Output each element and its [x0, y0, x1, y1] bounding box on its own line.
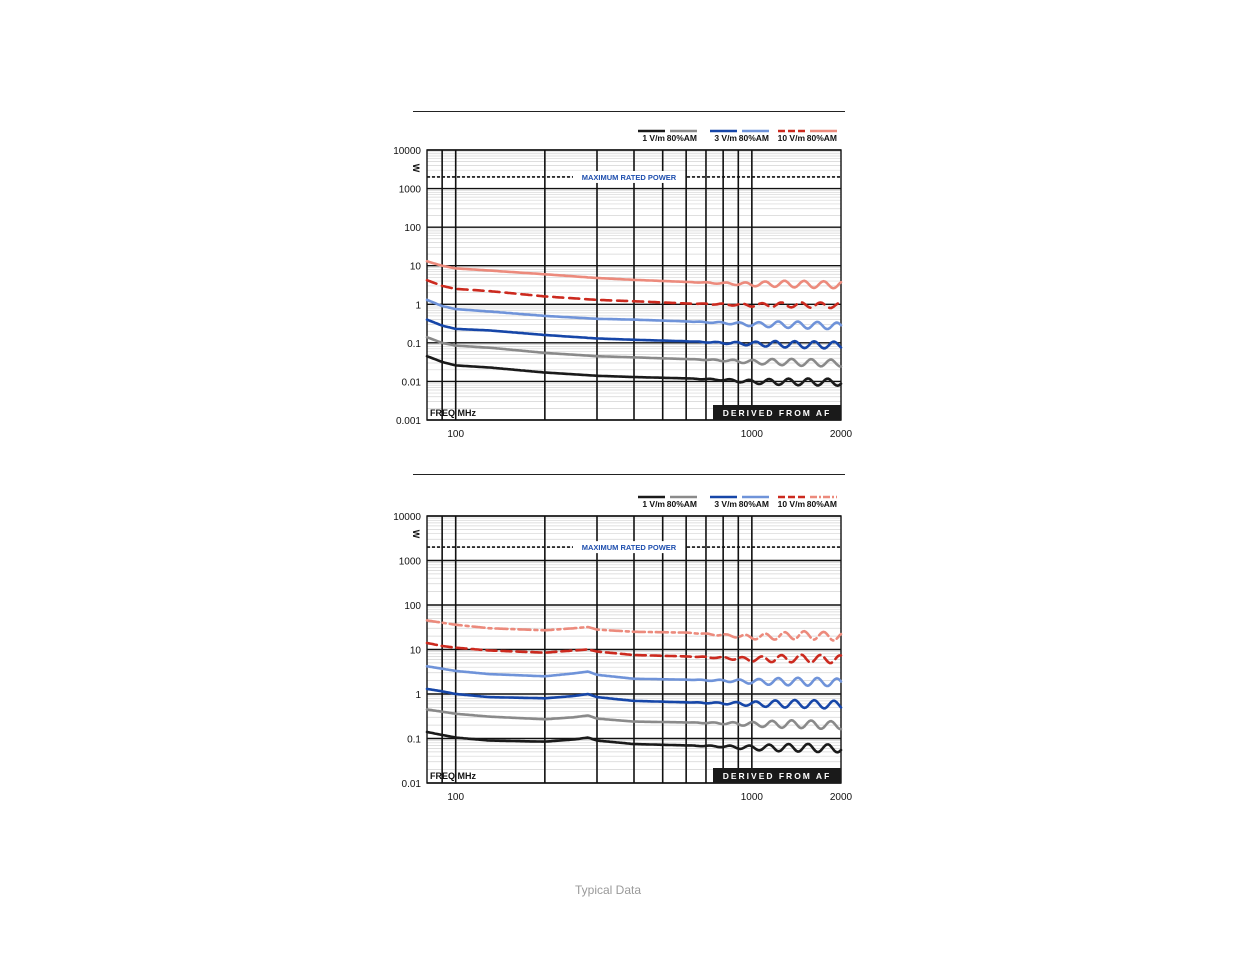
x-tick-label: 100 — [447, 792, 465, 803]
derived-label: DERIVED FROM AF — [722, 771, 832, 781]
y-tick-label: 1 — [415, 690, 421, 701]
power-chart-1 — [380, 120, 853, 460]
legend-label: 80%AM — [666, 133, 697, 143]
x-tick-label: 2000 — [829, 429, 853, 440]
y-tick-label: 0.01 — [401, 779, 421, 790]
max-rated-power-label: MAXIMUM RATED POWER — [581, 543, 677, 553]
y-tick-label: 0.1 — [407, 734, 421, 746]
legend-label: 80%AM — [738, 499, 769, 509]
y-axis-label: W — [411, 163, 421, 173]
legend-label: 80%AM — [806, 133, 837, 143]
y-tick-label: 0.1 — [407, 338, 421, 350]
caption: Typical Data — [575, 883, 642, 897]
x-tick-label: 100 — [447, 429, 465, 440]
y-tick-label: 0.01 — [401, 377, 421, 389]
legend-label: 80%AM — [738, 133, 769, 143]
legend-label: 1 V/m — [642, 499, 665, 509]
legend-label: 3 V/m — [714, 133, 737, 143]
y-tick-label: 100 — [404, 601, 421, 612]
y-tick-label: 10 — [409, 261, 421, 273]
y-tick-label: 1000 — [398, 184, 421, 196]
y-tick-label: 1 — [415, 300, 421, 312]
y-tick-label: 10 — [409, 645, 421, 657]
legend-label: 10 V/m — [777, 499, 805, 509]
x-tick-label: 1000 — [740, 429, 763, 440]
freq-label: FREQ MHz — [430, 408, 476, 418]
x-tick-label: 1000 — [740, 792, 763, 803]
y-tick-label: 0.001 — [395, 416, 421, 427]
legend-label: 10 V/m — [777, 133, 805, 143]
legend-label: 80%AM — [666, 499, 697, 509]
y-tick-label: 100 — [404, 223, 421, 235]
power-chart-2 — [380, 483, 853, 823]
legend-label: 80%AM — [806, 499, 837, 509]
legend-label: 3 V/m — [714, 499, 737, 509]
legend-label: 1 V/m — [642, 133, 665, 143]
derived-label: DERIVED FROM AF — [722, 408, 832, 418]
y-tick-label: 1000 — [398, 556, 421, 568]
y-tick-label: 10000 — [393, 146, 421, 157]
y-tick-label: 10000 — [393, 512, 421, 523]
x-tick-label: 2000 — [829, 792, 853, 803]
y-axis-label: W — [411, 529, 421, 539]
freq-label: FREQ MHz — [430, 771, 476, 781]
top-rule-1 — [413, 111, 845, 112]
max-rated-power-label: MAXIMUM RATED POWER — [581, 172, 677, 182]
top-rule-2 — [413, 474, 845, 475]
